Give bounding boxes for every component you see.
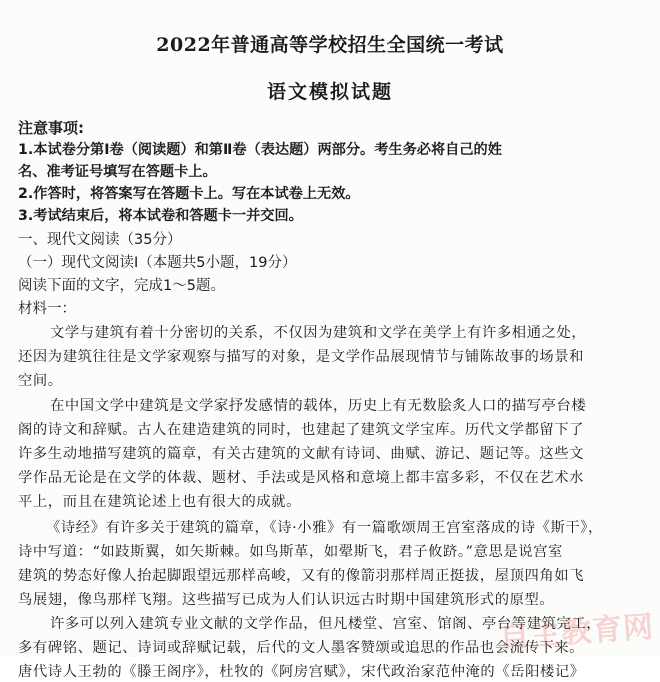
section-sub-heading: （一）现代文阅读Ⅰ（本题共5小题，19分） xyxy=(18,255,297,271)
passage-line: 《诗经》有许多关于建筑的篇章，《诗·小雅》有一篇歌颂周王宫室落成的诗《斯干》， xyxy=(46,520,603,536)
notice-item-2: 2.作答时，将答案写在答题卡上。写在本试卷上无效。 xyxy=(18,186,360,202)
passage-line: 诗中写道：“如跂斯翼，如矢斯棘。如鸟斯革，如翚斯飞，君子攸跻。”意思是说宫室 xyxy=(18,544,563,560)
passage-line: 文学与建筑有着十分密切的关系，不仅因为建筑和文学在美学上有许多相通之处， xyxy=(50,325,587,341)
passage-line: 还因为建筑往往是文学家观察与描写的对象，是文学作品展现情节与铺陈故事的场景和 xyxy=(18,349,585,365)
passage-line: 唐代诗人王勃的《滕王阁序》，杜牧的《阿房宫赋》，宋代政治家范仲淹的《岳阳楼记》 xyxy=(18,664,585,680)
passage-line: 许多生动地描写建筑的篇章，有关古建筑的文献有诗词、曲赋、游记、题记等。这些文 xyxy=(18,446,585,462)
passage-line: 鸟展翅，像鸟那样飞翔。这些描写已成为人们认识远古时期中国建筑形式的原型。 xyxy=(18,592,555,608)
passage-line: 空间。 xyxy=(18,373,63,389)
passage-line: 学作品无论是在文学的体裁、题材、手法或是风格和意境上都丰富多彩，不仅在艺术水 xyxy=(18,470,585,486)
material-label: 材料一： xyxy=(18,301,76,317)
section-instruction: 阅读下面的文字，完成1～5题。 xyxy=(18,278,225,294)
exam-title: 2022年普通高等学校招生全国统一考试 xyxy=(156,34,504,56)
exam-subtitle: 语文模拟试题 xyxy=(266,81,393,103)
passage-line: 许多可以列入建筑专业文献的文学作品，但凡楼堂、宫室、馆阁、亭台等建筑完工， xyxy=(50,616,602,632)
notice-item-1-cont: 名、准考证号填写在答题卡上。 xyxy=(18,164,217,180)
notice-heading: 注意事项: xyxy=(18,119,84,137)
passage-line: 多有碑铭、题记、诗词或辞赋记载，后代的文人墨客赞颂或追思的作品也会流传下来。 xyxy=(18,640,585,656)
notice-item-3: 3.考试结束后，将本试卷和答题卡一并交回。 xyxy=(18,208,303,224)
passage-line: 阁的诗文和辞赋。古人在建造建筑的同时，也建起了建筑文学宝库。历代文学都留下了 xyxy=(18,422,585,438)
watermark-text: 自主教育网 xyxy=(498,609,656,656)
passage-line: 建筑的势态好像人抬起脚跟望远那样高峻，又有的像箭羽那样周正挺拔，屋顶四角如飞 xyxy=(18,568,585,584)
passage-line: 在中国文学中建筑是文学家抒发感情的载体，历史上有无数脍炙人口的描写亭台楼 xyxy=(50,398,587,414)
notice-item-1: 1.本试卷分第Ⅰ卷（阅读题）和第Ⅱ卷（表达题）两部分。考生务必将自己的姓 xyxy=(18,142,502,158)
passage-line: 平上，而且在建筑论述上也有很大的成就。 xyxy=(18,494,302,510)
section-part-heading: 一、现代文阅读（35分） xyxy=(18,232,182,248)
